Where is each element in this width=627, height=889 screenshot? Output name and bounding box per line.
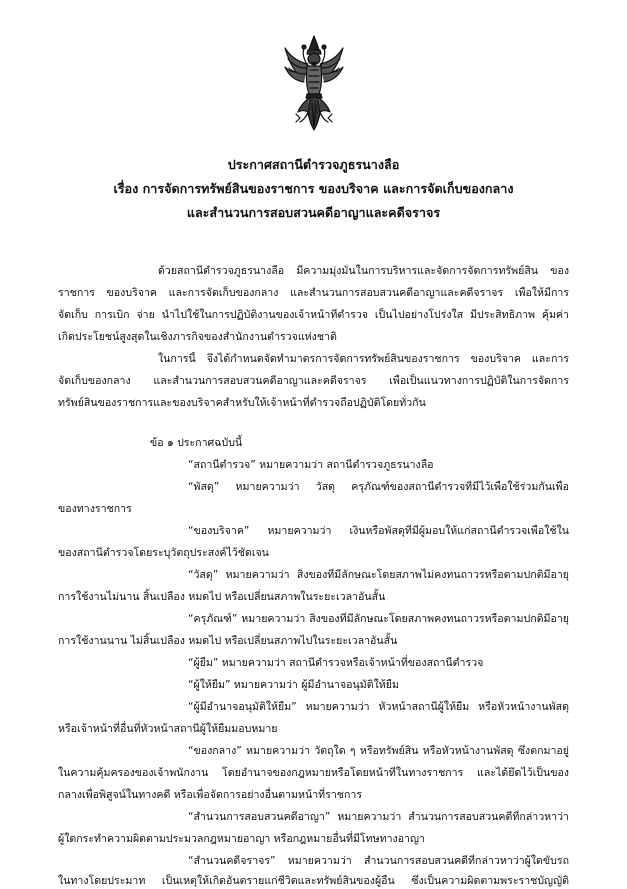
announcement-subject-continued: และสำนวนการสอบสวนคดีอาญาและคดีจราจร [186,205,441,220]
definition-line: การใช้งานไม่นาน สิ้นเปลือง หมดไป หรือเปลี่ยนสภาพในระยะเวลาอันสั้น [58,591,386,603]
body-line: เกิดประโยชน์สูงสุดในเชิงภารกิจของสำนักงานตำรวจแห่งชาติ [58,331,337,343]
definition-line: “พัสดุ” หมายความว่า วัสดุ ครุภัณฑ์ของสถานีตำรวจที่มีไว้เพื่อใช้ร่วมกันเพื่อ [188,481,569,493]
definition-line: “ผู้มีอำนาจอนุมัติให้ยืม” หมายความว่า หัวหน้าสถานีผู้ให้ยืม หรือหัวหน้างานพัสดุ [188,701,569,713]
body-line: ราชการ ของบริจาค และการจัดเก็บของกลาง และสำนวนการสอบสวนคดีอาญาและคดีจราจร เพื่อให้มีการ [58,287,569,299]
definition-line: กลางเพื่อพิสูจน์ในทางคดี หรือเพื่อจัดการอย่างอื่นตามหน้าที่ราชการ [58,789,363,801]
body-line: ทรัพย์สินของราชการและของบริจาคสำหรับให้เจ้าหน้าที่ตำรวจถือปฏิบัติโดยทั่วกัน [58,397,426,409]
announcement-subject: เรื่อง การจัดการทรัพย์สินของราชการ ของบริจาค และการจัดเก็บของกลาง [113,181,514,196]
body-line: ด้วยสถานีตำรวจภูธรนางลือ มีความมุ่งมั่นในการบริหารและจัดการจัดการทรัพย์สิน ของ [158,265,569,277]
definition-line: “ผู้ยืม” หมายความว่า สถานีตำรวจหรือเจ้าหน้าที่ของสถานีตำรวจ [188,657,484,669]
definition-line: หรือเจ้าหน้าที่อื่นที่หัวหน้าสถานีผู้ให้ยืมมอบหมาย [58,723,278,735]
definition-line: ของสถานีตำรวจโดยระบุวัตถุประสงค์ไว้ชัดเจน [58,547,269,559]
definition-line: “วัสดุ” หมายความว่า สิ่งของที่มีลักษณะโดยสภาพไม่คงทนถาวรหรือตามปกติมีอายุ [188,569,569,581]
body-line: ในการนี้ จึงได้กำหนดจัดทำมาตรการจัดการทรัพย์สินของราชการ ของบริจาค และการ [158,353,569,365]
definition-line: ในความคุ้มครองของเจ้าพนักงาน โดยอำนาจของกฎหมายหรือโดยหน้าที่ในทางราชการ และได้ยึดไว้เป็นของ [58,767,569,779]
definition-line: “ผู้ให้ยืม” หมายความว่า ผู้มีอำนาจอนุมัติให้ยืม [188,679,399,691]
definition-line: ของทางราชการ [58,503,132,515]
definition-line: “ของกลาง” หมายความว่า วัตถุใด ๆ หรือทรัพย์สิน หรือหัวหน้างานพัสดุ ซึ่งตกมาอยู่ [188,745,569,757]
definition-line: “ครุภัณฑ์” หมายความว่า สิ่งของที่มีลักษณะโดยสภาพคงทนถาวรหรือตามปกติมีอายุ [188,613,569,625]
definition-line: “ของบริจาค” หมายความว่า เงินหรือพัสดุที่มีผู้มอบให้แก่สถานีตำรวจเพื่อใช้ใน [188,525,569,537]
garuda-emblem-icon [282,34,346,132]
body-line: จัดเก็บ การเบิก จ่าย นำไปใช้ในการปฏิบัติงานของเจ้าหน้าที่ตำรวจ เป็นไปอย่างโปร่งใส มีประสิทธิภาพ คุ้มค่า [58,309,569,321]
body-line: จัดเก็บของกลาง และสำนวนการสอบสวนคดีอาญาและคดีจราจร เพื่อเป็นแนวทางการปฏิบัติในการจัดการ [58,375,569,387]
clause-heading: ข้อ ๑ ประกาศฉบับนี้ [150,437,243,449]
definition-line: ในทางโดยประมาท เป็นเหตุให้เกิดอันตรายแก่ชีวิตและทรัพย์สินของผู้อื่น ซึ่งเป็นความผิดตามพระราชบัญญัติ [58,875,569,887]
definition-line: ผู้ใดกระทำความผิดตามประมวลกฎหมายอาญา หรือกฎหมายอื่นที่มีโทษทางอาญา [58,833,425,845]
definition-line: “สำนวนคดีจราจร” หมายความว่า สำนวนการสอบสวนคดีที่กล่าวหาว่าผู้ใดขับรถ [188,855,569,867]
definition-line: “สำนวนการสอบสวนคดีอาญา” หมายความว่า สำนวนการสอบสวนคดีที่กล่าวหาว่า [188,811,569,823]
definition-line: “สถานีตำรวจ” หมายความว่า สถานีตำรวจภูธรนางลือ [188,459,434,471]
announcement-title: ประกาศสถานีตำรวจภูธรนางลือ [227,157,400,172]
definition-line: การใช้งานนาน ไม่สิ้นเปลือง หมดไป หรือเปลี่ยนสภาพไปในระยะเวลาอันสั้น [58,635,398,647]
